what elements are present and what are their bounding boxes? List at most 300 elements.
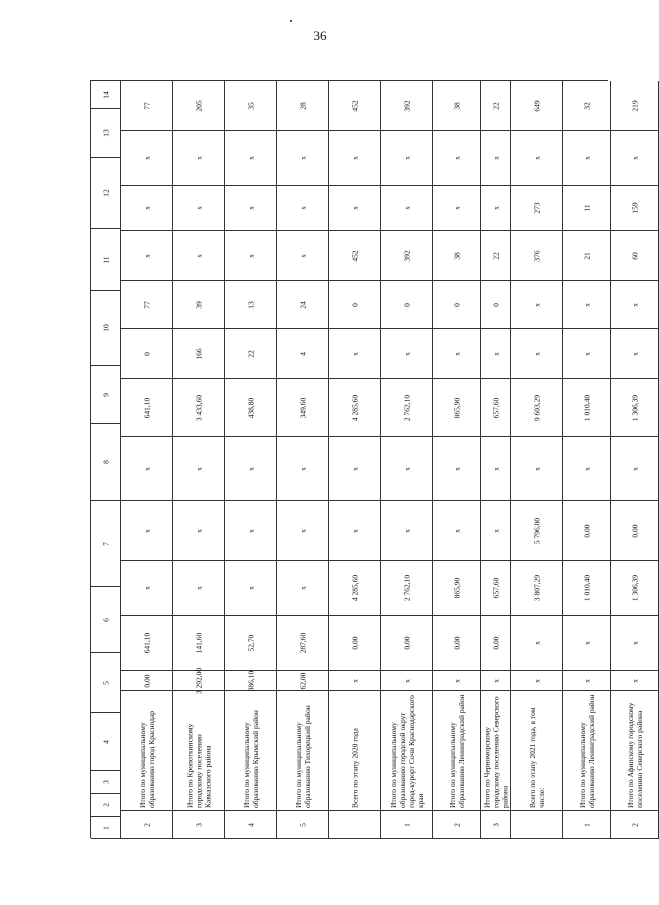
cell-text: x <box>246 206 255 210</box>
header-cell <box>91 713 120 771</box>
cell-text: x <box>630 156 639 160</box>
header-cell-label: 7 <box>101 541 110 546</box>
header-cell-label: 8 <box>101 460 110 464</box>
cell-text: x <box>630 641 639 645</box>
cell-text: 2 762,10 <box>402 574 411 602</box>
cell-text: x <box>630 678 639 683</box>
cell-text: x <box>350 351 359 356</box>
table-cell-c9 <box>481 329 510 379</box>
cell-text: x <box>491 156 500 160</box>
table-cell-c4 <box>225 616 276 671</box>
header-cell-label: 3 <box>101 780 110 784</box>
cell-text: x <box>246 466 255 471</box>
cell-text: 22 <box>246 349 255 358</box>
cell-text: x <box>350 678 359 683</box>
cell-text: 392 <box>402 249 411 262</box>
table-cell-c9 <box>563 329 610 379</box>
table-cell-c9 <box>277 329 328 379</box>
table-cell-c4 <box>329 616 380 671</box>
cell-text: x <box>532 351 541 356</box>
cell-text: 52,70 <box>246 634 255 652</box>
cell-text: x <box>142 206 151 210</box>
table-row <box>433 81 481 839</box>
table-cell-c12 <box>225 186 276 231</box>
table-cell-c14 <box>481 81 510 131</box>
cell-text: x <box>402 466 411 471</box>
cell-text: x <box>452 678 461 683</box>
cell-text: 4 285,60 <box>350 394 359 421</box>
cell-text: 0 <box>491 302 500 307</box>
header-cell <box>91 158 120 229</box>
table-cell-c8 <box>511 379 562 437</box>
table-cell-c7 <box>381 437 432 501</box>
table-cell-c11 <box>329 231 380 281</box>
table-cell-c4 <box>277 616 328 671</box>
table-cell-c12 <box>611 186 658 231</box>
table-cell-c14 <box>173 81 224 131</box>
table-cell-c3 <box>121 671 172 691</box>
table-cell-c10 <box>381 281 432 329</box>
cell-text: 38 <box>452 251 461 260</box>
cell-text: 0 <box>142 351 151 356</box>
header-cell <box>91 794 120 817</box>
table-cell-c7 <box>611 437 658 501</box>
table-cell-c1 <box>329 811 380 839</box>
cell-text: x <box>298 528 307 533</box>
cell-text: Итого по Афипскому городскому поселению Северского района <box>625 701 644 808</box>
table-cell-c8 <box>329 379 380 437</box>
table-cell-c4 <box>121 616 172 671</box>
cell-text: 2 <box>630 822 639 827</box>
table-row <box>121 81 173 839</box>
table-cell-c10 <box>433 281 480 329</box>
cell-text: 4 <box>246 822 255 827</box>
table-cell-c1 <box>225 811 276 839</box>
table-cell-c9 <box>225 329 276 379</box>
cell-text: x <box>402 351 411 356</box>
table-cell-c5 <box>329 561 380 616</box>
table-cell-c6 <box>121 501 172 561</box>
cell-text: Итого по муниципальному образованию Ленинградский район <box>447 693 466 808</box>
cell-text: Итого по муниципальному образованию Ленинградский район <box>577 693 596 808</box>
cell-text: 0,00 <box>630 523 639 538</box>
cell-text: 1 <box>582 822 591 827</box>
cell-text: 0,00 <box>582 523 591 538</box>
table-row <box>277 81 329 839</box>
cell-text: 4 285,60 <box>350 574 359 602</box>
table-cell-c3 <box>225 671 276 691</box>
table-cell-c9 <box>611 329 658 379</box>
table-cell-c12 <box>381 186 432 231</box>
table-cell-c12 <box>173 186 224 231</box>
table-cell-c6 <box>511 501 562 561</box>
cell-text: Итого по Черноморскому городскому поселению Северского района <box>482 695 509 808</box>
table-row <box>511 81 563 839</box>
table-cell-c2 <box>511 691 562 811</box>
cell-text: 62,00 <box>298 672 307 689</box>
table-cell-c14 <box>381 81 432 131</box>
table-cell-c5 <box>121 561 172 616</box>
table-cell-c6 <box>563 501 610 561</box>
table-row <box>173 81 225 839</box>
cell-text: x <box>350 528 359 533</box>
cell-text: x <box>532 678 541 683</box>
cell-text: 60 <box>630 251 639 260</box>
table-cell-c1 <box>611 811 658 839</box>
table-cell-c13 <box>121 131 172 186</box>
table-cell-c10 <box>121 281 172 329</box>
cell-text: x <box>491 206 500 210</box>
cell-text: 657,60 <box>491 397 500 418</box>
cell-text: x <box>452 528 461 533</box>
cell-text: 77 <box>142 101 151 110</box>
table-cell-c6 <box>173 501 224 561</box>
cell-text: 641,10 <box>142 397 151 418</box>
cell-text: x <box>142 586 151 590</box>
table-cell-c7 <box>121 437 172 501</box>
cell-text: x <box>630 302 639 307</box>
table-cell-c4 <box>381 616 432 671</box>
cell-text: 1 306,39 <box>630 574 639 602</box>
table-cell-c8 <box>481 379 510 437</box>
header-cell-label: 6 <box>101 617 110 622</box>
cell-text: 3 <box>491 822 500 827</box>
table-cell-c11 <box>481 231 510 281</box>
table-cell-c2 <box>173 691 224 811</box>
table-cell-c14 <box>121 81 172 131</box>
cell-text: 38 <box>452 101 461 110</box>
table-cell-c13 <box>433 131 480 186</box>
table-cell-c5 <box>277 561 328 616</box>
table-cell-c7 <box>329 437 380 501</box>
cell-text: x <box>194 156 203 160</box>
table-cell-c11 <box>433 231 480 281</box>
header-cell <box>91 229 120 291</box>
cell-text: x <box>298 253 307 258</box>
header-cell-label: 5 <box>101 680 110 685</box>
cell-text: 3 807,29 <box>532 574 541 602</box>
table-cell-c1 <box>563 811 610 839</box>
cell-text: x <box>491 678 500 683</box>
table-cell-c10 <box>481 281 510 329</box>
cell-text: Итого по муниципальному образованию Крымский район <box>241 709 260 808</box>
table-cell-c5 <box>225 561 276 616</box>
cell-text: 287,60 <box>298 632 307 654</box>
cell-text: 5 796,00 <box>532 517 541 544</box>
cell-text: 28 <box>298 101 307 110</box>
table-cell-c2 <box>121 691 172 811</box>
cell-text: 1 010,40 <box>582 394 591 421</box>
table-cell-c6 <box>329 501 380 561</box>
table-cell-c11 <box>121 231 172 281</box>
table-cell-c5 <box>173 561 224 616</box>
cell-text: 452 <box>350 249 359 262</box>
cell-text: x <box>402 156 411 160</box>
cell-text: 3 <box>194 822 203 827</box>
scan-speck <box>290 20 292 22</box>
table-cell-c13 <box>563 131 610 186</box>
cell-text: x <box>402 206 411 210</box>
cell-text: 3 292,00 <box>194 667 203 694</box>
table-cell-c14 <box>511 81 562 131</box>
cell-text: 32 <box>582 101 591 110</box>
cell-text: x <box>298 156 307 160</box>
cell-text: x <box>582 351 591 356</box>
table-cell-c10 <box>563 281 610 329</box>
cell-text: x <box>452 156 461 160</box>
cell-text: 1 010,40 <box>582 574 591 602</box>
cell-text: 166 <box>194 347 203 360</box>
cell-text: 219 <box>630 99 639 112</box>
cell-text: x <box>452 206 461 210</box>
cell-text: 2 <box>452 822 461 827</box>
cell-text: x <box>582 156 591 160</box>
table-cell-c5 <box>433 561 480 616</box>
cell-text: 1 306,39 <box>630 394 639 421</box>
cell-text: 5 <box>298 822 307 827</box>
cell-text: x <box>452 351 461 356</box>
table-cell-c5 <box>511 561 562 616</box>
cell-text: x <box>142 466 151 471</box>
table-cell-c4 <box>563 616 610 671</box>
table-cell-c14 <box>329 81 380 131</box>
cell-text: 0 <box>402 302 411 307</box>
table-cell-c12 <box>563 186 610 231</box>
table-cell-c8 <box>121 379 172 437</box>
cell-text: x <box>246 528 255 533</box>
cell-text: x <box>491 528 500 533</box>
cell-text: 77 <box>142 300 151 309</box>
table-cell-c9 <box>173 329 224 379</box>
table-cell-c5 <box>611 561 658 616</box>
table-cell-c6 <box>481 501 510 561</box>
table-cell-c10 <box>329 281 380 329</box>
table-row <box>225 81 277 839</box>
cell-text: 2 762,10 <box>402 394 411 421</box>
table-cell-c12 <box>121 186 172 231</box>
cell-text: 159 <box>630 202 639 214</box>
cell-text: x <box>246 586 255 590</box>
header-cell <box>91 81 120 109</box>
table-cell-c2 <box>481 691 510 811</box>
table-cell-c4 <box>611 616 658 671</box>
cell-text: 0,00 <box>142 673 151 688</box>
header-cell-label: 12 <box>101 189 110 197</box>
cell-text: x <box>246 253 255 258</box>
cell-text: x <box>350 466 359 471</box>
table-cell-c1 <box>277 811 328 839</box>
cell-text: Всего по этапу 2021 года, в том числе: <box>527 706 546 808</box>
table-cell-c3 <box>329 671 380 691</box>
cell-text: x <box>532 641 541 645</box>
cell-text: 657,60 <box>491 577 500 599</box>
cell-text: x <box>630 466 639 471</box>
table-cell-c7 <box>481 437 510 501</box>
cell-text: x <box>194 528 203 533</box>
header-cell-label: 11 <box>101 255 110 264</box>
header-cell-label: 13 <box>101 129 110 137</box>
cell-text: 24 <box>298 300 307 309</box>
table-row <box>563 81 611 839</box>
table-cell-c6 <box>433 501 480 561</box>
table-cell-c10 <box>611 281 658 329</box>
cell-text: x <box>142 253 151 258</box>
table-cell-c13 <box>277 131 328 186</box>
header-cell <box>91 771 120 794</box>
table-cell-c7 <box>225 437 276 501</box>
table-cell-c11 <box>611 231 658 281</box>
table-cell-c2 <box>225 691 276 811</box>
table-cell-c11 <box>511 231 562 281</box>
table-cell-c11 <box>381 231 432 281</box>
cell-text: x <box>194 586 203 590</box>
cell-text: x <box>491 466 500 471</box>
table-cell-c1 <box>173 811 224 839</box>
table-cell-c4 <box>433 616 480 671</box>
cell-text: x <box>298 586 307 590</box>
table-cell-c14 <box>225 81 276 131</box>
table-cell-c3 <box>173 667 224 694</box>
table-cell-c7 <box>563 437 610 501</box>
table-cell-c8 <box>433 379 480 437</box>
cell-text: 3 433,60 <box>194 394 203 421</box>
cell-text: 205 <box>194 99 203 112</box>
cell-text: x <box>582 678 591 683</box>
table-cell-c8 <box>563 379 610 437</box>
cell-text: 0 <box>350 302 359 307</box>
table-cell-c7 <box>277 437 328 501</box>
table-cell-c14 <box>611 81 658 131</box>
cell-text: x <box>582 302 591 307</box>
cell-text: 13 <box>246 300 255 309</box>
cell-text: 386,10 <box>246 670 255 691</box>
table-cell-c14 <box>563 81 610 131</box>
cell-text: x <box>194 466 203 471</box>
table-cell-c13 <box>481 131 510 186</box>
table-cell-c10 <box>225 281 276 329</box>
table-cell-c8 <box>173 379 224 437</box>
table-cell-c3 <box>611 671 658 691</box>
cell-text: 349,60 <box>298 397 307 418</box>
cell-text: 452 <box>350 99 359 112</box>
cell-text: x <box>582 466 591 471</box>
table-cell-c11 <box>277 231 328 281</box>
table-cell-c14 <box>277 81 328 131</box>
table-cell-c8 <box>277 379 328 437</box>
cell-text: 0,00 <box>402 636 411 650</box>
table-cell-c3 <box>277 671 328 691</box>
cell-text: 9 603,29 <box>532 394 541 421</box>
data-table <box>90 80 644 838</box>
cell-text: 22 <box>491 101 500 110</box>
cell-text: 392 <box>402 99 411 112</box>
header-cell <box>91 501 120 587</box>
cell-text: x <box>582 641 591 645</box>
table-cell-c6 <box>381 501 432 561</box>
table-cell-c3 <box>511 671 562 691</box>
cell-text: 21 <box>582 251 591 260</box>
cell-text: 865,90 <box>452 397 461 418</box>
page-number: 36 <box>313 28 327 43</box>
cell-text: Итого по муниципальному образованию Тихорецкий район <box>293 704 312 808</box>
cell-text: 11 <box>582 204 591 212</box>
table-cell-c10 <box>277 281 328 329</box>
cell-text: x <box>452 466 461 471</box>
cell-text: x <box>298 206 307 210</box>
cell-text: 39 <box>194 300 203 309</box>
table-cell-c5 <box>481 561 510 616</box>
header-row <box>91 81 121 839</box>
cell-text: 2 <box>142 822 151 827</box>
header-cell <box>91 424 120 501</box>
cell-text: 35 <box>246 101 255 110</box>
cell-text: 0 <box>452 302 461 307</box>
cell-text: x <box>246 156 255 160</box>
table-cell-c13 <box>173 131 224 186</box>
table-cell-c9 <box>433 329 480 379</box>
table-row <box>481 81 511 839</box>
table-cell-c13 <box>329 131 380 186</box>
cell-text: Итого по муниципальному образованию городской округ город-курорт Сочи Краснодарского края <box>388 694 425 808</box>
cell-text: 141,60 <box>194 632 203 654</box>
cell-text: x <box>142 528 151 533</box>
cell-text: Итого по Кропоткинскому городскому поселению Кавказского района <box>185 723 212 808</box>
table-cell-c13 <box>511 131 562 186</box>
table-row <box>329 81 381 839</box>
header-cell <box>91 587 120 653</box>
table-cell-c4 <box>481 616 510 671</box>
header-cell-label: 1 <box>101 825 110 830</box>
table-cell-c2 <box>433 691 480 811</box>
table-cell-c12 <box>329 186 380 231</box>
cell-text: x <box>194 206 203 210</box>
header-cell-label: 4 <box>101 739 110 744</box>
header-cell-label: 2 <box>101 803 110 807</box>
cell-text: x <box>532 156 541 160</box>
cell-text: Всего по этапу 2020 года <box>350 727 359 808</box>
table-cell-c13 <box>611 131 658 186</box>
cell-text: x <box>532 302 541 307</box>
cell-text: 376 <box>532 249 541 262</box>
cell-text: 4 <box>298 351 307 356</box>
cell-text: 649 <box>532 99 541 112</box>
table-cell-c1 <box>433 811 480 839</box>
table-cell-c1 <box>481 811 510 839</box>
table-cell-c3 <box>433 671 480 691</box>
table-cell-c2 <box>611 691 658 811</box>
header-cell <box>91 366 120 424</box>
table-cell-c8 <box>611 379 658 437</box>
cell-text: x <box>194 253 203 258</box>
table-cell-c1 <box>381 811 432 839</box>
table-cell-c2 <box>563 691 610 811</box>
table-cell-c11 <box>563 231 610 281</box>
cell-text: 641,10 <box>142 632 151 654</box>
table-cell-c3 <box>563 671 610 691</box>
table-cell-c4 <box>173 616 224 671</box>
cell-text: 273 <box>532 202 541 214</box>
table-cell-c12 <box>481 186 510 231</box>
table-cell-c9 <box>121 329 172 379</box>
cell-text: 0,00 <box>491 636 500 650</box>
header-cell <box>91 109 120 158</box>
table-cell-c1 <box>121 811 172 839</box>
table-row <box>611 81 659 839</box>
table-cell-c9 <box>329 329 380 379</box>
table-cell-c10 <box>173 281 224 329</box>
cell-text: x <box>350 206 359 210</box>
header-cell-label: 9 <box>101 392 110 397</box>
